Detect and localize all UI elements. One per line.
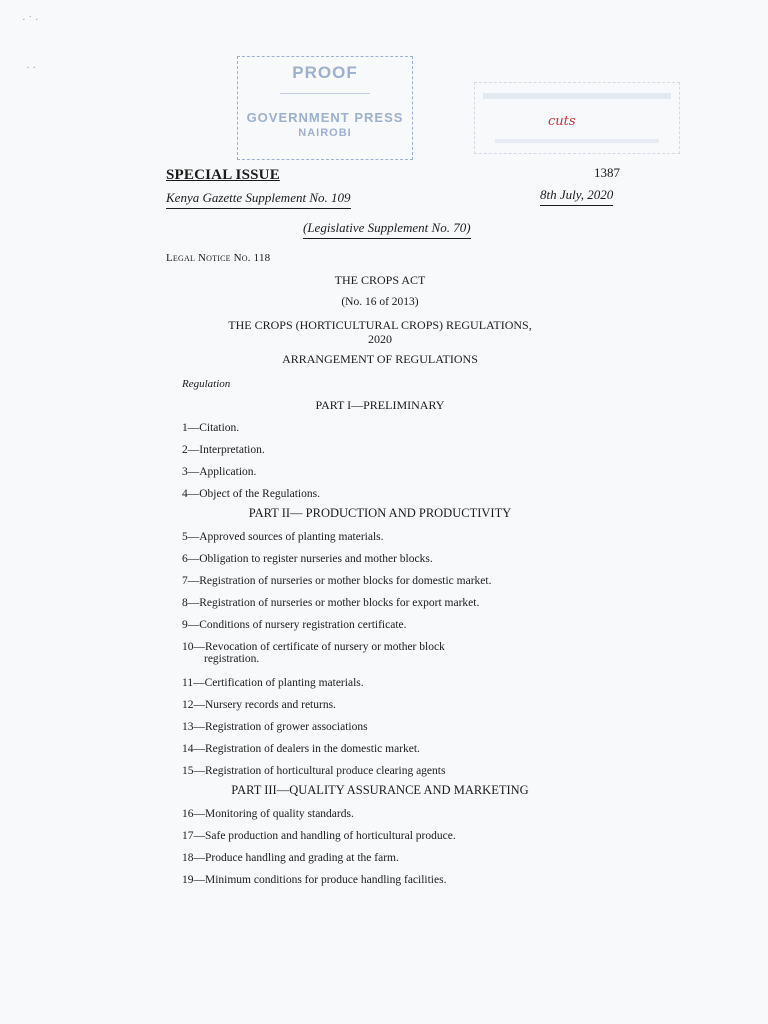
- regulation-item: 14—Registration of dealers in the domestic market.: [182, 743, 420, 755]
- regulation-item: 7—Registration of nurseries or mother blocks for domestic market.: [182, 575, 492, 587]
- regulation-item: [182, 641, 445, 665]
- regulation-item-continuation: registration.: [204, 653, 260, 665]
- act-number: (No. 16 of 2013): [341, 296, 419, 308]
- regulations-title: [160, 318, 600, 346]
- regulation-column-label: Regulation: [182, 378, 231, 390]
- proof-stamp: [237, 56, 413, 160]
- publication-date: 8th July, 2020: [540, 187, 613, 206]
- scan-speck: · ·: [26, 62, 37, 74]
- part-heading: PART II— PRODUCTION AND PRODUCTIVITY: [248, 506, 512, 520]
- regulation-item: 5—Approved sources of planting materials.: [182, 531, 384, 543]
- regulation-item: 13—Registration of grower associations: [182, 721, 368, 733]
- regulation-item: 9—Conditions of nursery registration certificate.: [182, 619, 407, 631]
- regulation-item: 19—Minimum conditions for produce handling facilities.: [182, 874, 447, 886]
- regulation-item: 12—Nursery records and returns.: [182, 699, 336, 711]
- regulations-title-line1: THE CROPS (HORTICULTURAL CROPS) REGULATIONS,: [228, 318, 532, 332]
- legislative-supplement: (Legislative Supplement No. 70): [303, 220, 471, 239]
- page-number: 1387: [594, 165, 620, 180]
- arrangement-heading: ARRANGEMENT OF REGULATIONS: [282, 352, 478, 366]
- act-title: THE CROPS ACT: [334, 273, 426, 287]
- regulation-item: 15—Registration of horticultural produce clearing agents: [182, 765, 446, 777]
- regulation-item: 18—Produce handling and grading at the farm.: [182, 852, 399, 864]
- proof-stamp-press: GOVERNMENT PRESS: [246, 110, 404, 125]
- scan-speck: · ˙ ·: [22, 14, 39, 26]
- proof-stamp-title: PROOF: [292, 63, 358, 82]
- special-issue-heading: [166, 166, 280, 184]
- legal-notice-number: Legal Notice No. 118: [166, 252, 271, 264]
- regulations-title-line2: 2020: [368, 332, 392, 346]
- regulation-item: 16—Monitoring of quality standards.: [182, 808, 354, 820]
- regulation-item: 17—Safe production and handling of horticultural produce.: [182, 830, 456, 842]
- regulation-item: 1—Citation.: [182, 422, 240, 434]
- gazette-supplement-number: Kenya Gazette Supplement No. 109: [166, 190, 351, 209]
- faded-stamp-line: [483, 93, 671, 99]
- regulation-item: 3—Application.: [182, 466, 257, 478]
- regulation-item: 11—Certification of planting materials.: [182, 677, 364, 689]
- part-heading: PART III—QUALITY ASSURANCE AND MARKETING: [231, 783, 529, 797]
- regulation-item: 8—Registration of nurseries or mother blocks for export market.: [182, 597, 480, 609]
- special-issue-label: SPECIAL ISSUE: [166, 167, 280, 183]
- regulation-item: 2—Interpretation.: [182, 444, 265, 456]
- handwritten-initials: cuts: [548, 114, 576, 129]
- proof-stamp-city: NAIROBI: [298, 127, 352, 139]
- proof-stamp-smudge: [280, 93, 370, 106]
- regulation-item: 6—Obligation to register nurseries and mother blocks.: [182, 553, 433, 565]
- faded-stamp-line: [495, 139, 659, 143]
- regulation-item-text: 10—Revocation of certificate of nursery or mother block: [182, 641, 445, 653]
- part-heading: PART I—PRELIMINARY: [315, 398, 445, 412]
- faded-stamp: [474, 82, 680, 154]
- regulation-item: 4—Object of the Regulations.: [182, 488, 320, 500]
